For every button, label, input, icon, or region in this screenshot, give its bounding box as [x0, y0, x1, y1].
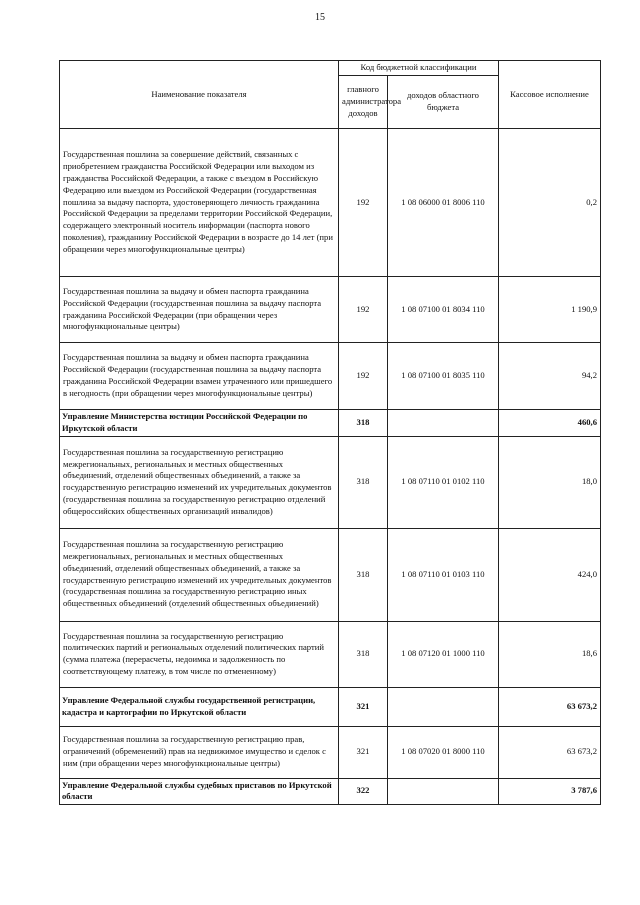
admin-code-cell: 321	[339, 687, 388, 726]
admin-code-cell: 322	[339, 778, 388, 805]
table-row-department	[60, 687, 601, 726]
income-code-cell: 1 08 07100 01 8035 110	[388, 343, 499, 410]
table-row	[60, 528, 601, 621]
income-code-cell	[388, 410, 499, 437]
indicator-name-cell: Государственная пошлина за государственную регистрацию межрегиональных, региональных и местных общественных объединений, отделений общественных объединений, а также за государственную регистрацию изменений их учредительных документов (государственная пошлина за государственную регистрацию отделений общероссийских общественных организаций инвалидов)	[60, 436, 339, 528]
indicator-name-cell: Государственная пошлина за государственную регистрацию межрегиональных, региональных и местных общественных объединений, отделений общественных объединений, а также за государственную регистрацию изменений их учредительных документов (государственная пошлина за государственную регистрацию иных общественных объединений (отделений общественных объединений)	[60, 528, 339, 621]
cash-amount-cell: 0,2	[499, 129, 601, 277]
header-cash-execution: Кассовое исполнение	[499, 61, 601, 129]
indicator-name-cell: Управление Министерства юстиции Российской Федерации по Иркутской области	[60, 410, 339, 437]
indicator-name-cell: Государственная пошлина за выдачу и обмен паспорта гражданина Российской Федерации (государственная пошлина за выдачу паспорта гражданина Российской Федерации взамен утраченного или пришедшего в негодность (при обращении через многофункциональные центры)	[60, 343, 339, 410]
header-income-code: доходов областного бюджета	[388, 76, 499, 129]
income-code-cell: 1 08 07020 01 8000 110	[388, 726, 499, 778]
indicator-name-cell: Государственная пошлина за государственную регистрацию политических партий и региональных отделений политических партий (сумма платежа (перерасчеты, недоимка и задолженность по соответствующему платежу, в том числе по отмененному)	[60, 621, 339, 687]
admin-code-cell: 318	[339, 410, 388, 437]
income-code-cell	[388, 687, 499, 726]
table-row	[60, 129, 601, 277]
table-row-department	[60, 410, 601, 437]
indicator-name-cell: Управление Федеральной службы государственной регистрации, кадастра и картографии по Иркутской области	[60, 687, 339, 726]
cash-amount-cell: 63 673,2	[499, 687, 601, 726]
cash-amount-cell: 94,2	[499, 343, 601, 410]
indicator-name-cell: Государственная пошлина за выдачу и обмен паспорта гражданина Российской Федерации (государственная пошлина за выдачу паспорта гражданина Российской Федерации (при обращении через многофункциональные центры)	[60, 277, 339, 343]
header-kbk-group: Код бюджетной классификации	[339, 61, 499, 76]
page-number: 15	[315, 12, 325, 23]
cash-amount-cell: 460,6	[499, 410, 601, 437]
indicator-name-cell: Управление Федеральной службы судебных приставов по Иркутской области	[60, 778, 339, 805]
table-row	[60, 343, 601, 410]
income-code-cell: 1 08 07110 01 0103 110	[388, 528, 499, 621]
cash-amount-cell: 63 673,2	[499, 726, 601, 778]
cash-amount-cell: 424,0	[499, 528, 601, 621]
table-row	[60, 436, 601, 528]
budget-table	[59, 60, 601, 805]
income-code-cell: 1 08 07120 01 1000 110	[388, 621, 499, 687]
cash-amount-cell: 18,0	[499, 436, 601, 528]
income-code-cell: 1 08 07110 01 0102 110	[388, 436, 499, 528]
table-row-department	[60, 778, 601, 805]
admin-code-cell: 321	[339, 726, 388, 778]
income-code-cell	[388, 778, 499, 805]
admin-code-cell: 192	[339, 343, 388, 410]
cash-amount-cell: 1 190,9	[499, 277, 601, 343]
admin-code-cell: 318	[339, 436, 388, 528]
indicator-name-cell: Государственная пошлина за совершение действий, связанных с приобретением гражданства Российской Федерации или выходом из гражданства Российской Федерации, а также с въездом в Российскую Федерацию или выездом из Российской Федерации (государственная пошлина за выдачу паспорта, удостоверяющего личность гражданина Российской Федерации за пределами территории Российской Федерации, содержащего электронный носитель информации (паспорта нового поколения), гражданину Российской Федерации в возрасте до 14 лет (при обращении через многофункциональные центры)	[60, 129, 339, 277]
table-row	[60, 726, 601, 778]
income-code-cell: 1 08 06000 01 8006 110	[388, 129, 499, 277]
indicator-name-cell: Государственная пошлина за государственную регистрацию прав, ограничений (обременений) прав на недвижимое имущество и сделок с ним (при обращении через многофункциональные центры)	[60, 726, 339, 778]
header-indicator-name: Наименование показателя	[60, 61, 339, 129]
cash-amount-cell: 3 787,6	[499, 778, 601, 805]
admin-code-cell: 318	[339, 621, 388, 687]
cash-amount-cell: 18,6	[499, 621, 601, 687]
admin-code-cell: 192	[339, 129, 388, 277]
income-code-cell: 1 08 07100 01 8034 110	[388, 277, 499, 343]
admin-code-cell: 192	[339, 277, 388, 343]
header-admin-code: главного администратора доходов	[339, 76, 388, 129]
table-row	[60, 277, 601, 343]
admin-code-cell: 318	[339, 528, 388, 621]
table-row	[60, 621, 601, 687]
